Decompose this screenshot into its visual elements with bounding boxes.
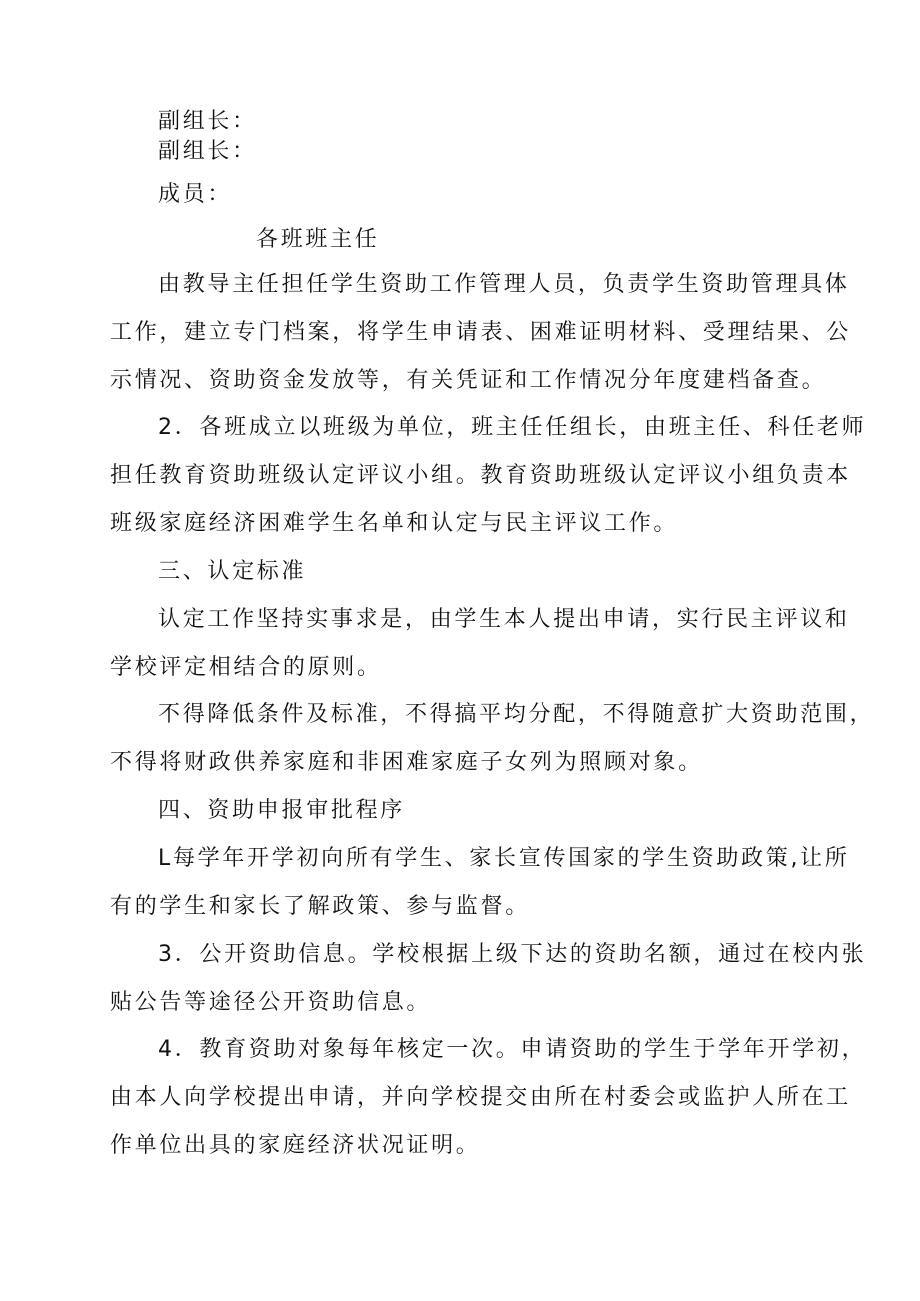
paragraph-line: L每学年开学初向所有学生、家长宣传国家的学生资助政策,让所 xyxy=(158,846,850,871)
paragraph-line: 工作，建立专门档案，将学生申请表、困难证明材料、受理结果、公 xyxy=(110,320,852,345)
paragraph-line: 3．公开资助信息。学校根据上级下达的资助名额，通过在校内张 xyxy=(158,942,867,967)
paragraph-line: 示情况、资助资金发放等，有关凭证和工作情况分年度建档备查。 xyxy=(110,368,827,393)
paragraph-line: 由教导主任担任学生资助工作管理人员，负责学生资助管理具体 xyxy=(158,272,850,297)
paragraph-line: 班级家庭经济困难学生名单和认定与民主评议工作。 xyxy=(110,511,679,536)
deputy-leader-label: 副组长： xyxy=(158,109,257,134)
paragraph-line: 担任教育资助班级认定评议小组。教育资助班级认定评议小组负责本 xyxy=(110,463,852,488)
paragraph-line: 2．各班成立以班级为单位，班主任任组长，由班主任、科任老师 xyxy=(158,415,867,440)
paragraph-line: 由本人向学校提出申请，并向学校提交由所在村委会或监护人所在工 xyxy=(110,1085,852,1110)
paragraph-line: 认定工作坚持实事求是，由学生本人提出申请，实行民主评议和 xyxy=(158,607,850,632)
members-label: 成员： xyxy=(158,182,233,207)
paragraph-line: 有的学生和家长了解政策、参与监督。 xyxy=(110,894,530,919)
paragraph-line: 4．教育资助对象每年核定一次。申请资助的学生于学年开学初， xyxy=(158,1037,867,1062)
paragraph-line: 不得将财政供养家庭和非困难家庭子女列为照顾对象。 xyxy=(110,750,703,775)
deputy-leader-label: 副组长： xyxy=(158,139,257,164)
paragraph-line: 贴公告等途径公开资助信息。 xyxy=(110,990,432,1015)
paragraph-line: 不得降低条件及标准，不得搞平均分配，不得随意扩大资助范围， xyxy=(158,702,875,727)
paragraph-line: 学校评定相结合的原则。 xyxy=(110,655,382,680)
section-heading: 四、资助申报审批程序 xyxy=(158,798,406,823)
paragraph-line: 作单位出具的家庭经济状况证明。 xyxy=(110,1133,481,1158)
section-heading: 三、认定标准 xyxy=(158,559,307,584)
member-list: 各班班主任 xyxy=(256,227,380,252)
